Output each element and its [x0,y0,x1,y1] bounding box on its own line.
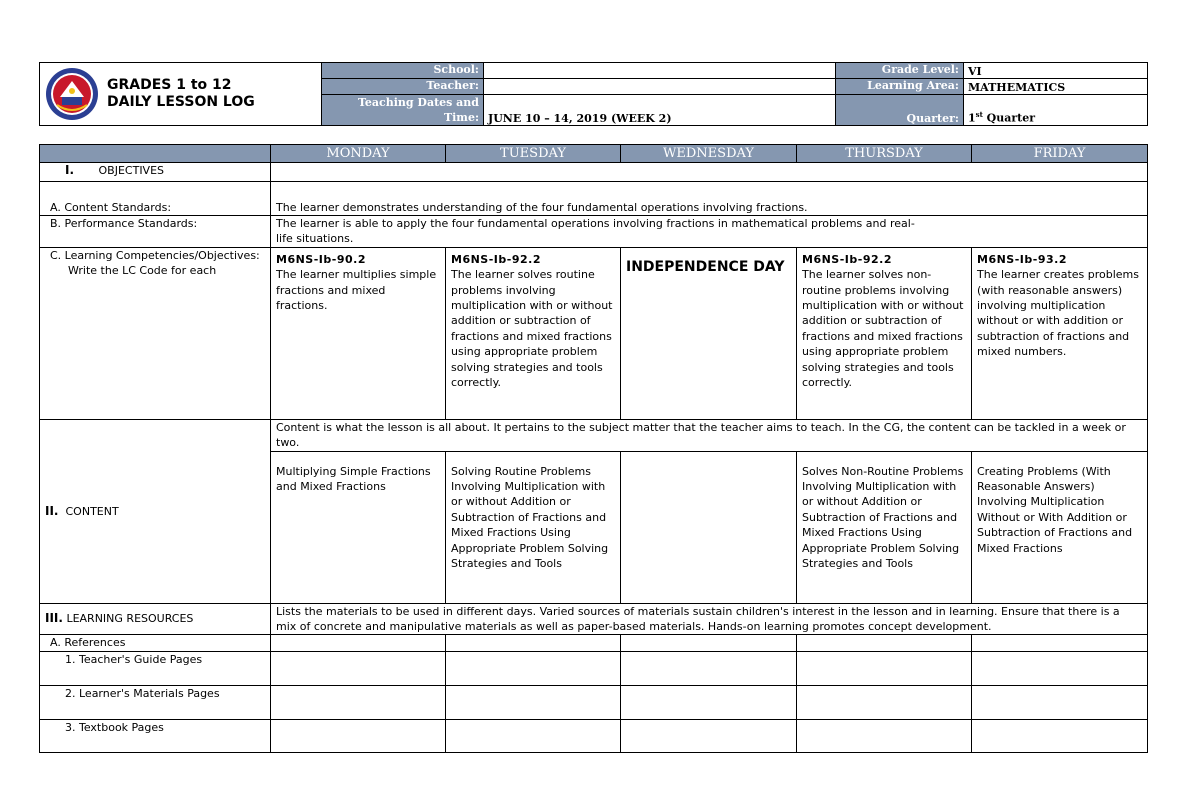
content-numeral: II. [45,503,59,518]
quarter-suffix: st [975,110,983,120]
resources-description: Lists the materials to be used in different days. Varied sources of materials sustain children's interest in the lesson and in learning. Ensure that there is a mix of concrete and manipulative materials as well as paper-based materials. Hands-on learning promotes concept development. [271,603,1148,635]
teaching-dates-label-line2: Time: [443,111,479,124]
objectives-heading [40,163,271,182]
tb-tuesday [446,720,621,753]
thursday-content: Solves Non-Routine Problems Involving Multiplication with or without Addition or Subtraction of Fractions and Mixed Fractions Using Appropriate Problem Solving Strategies and Tools [797,451,972,603]
references-row [40,635,1148,652]
content-standards-row [40,182,1148,216]
tb-friday [972,720,1148,753]
quarter-value [964,95,1148,126]
references-tuesday [446,635,621,652]
day-monday: MONDAY [271,145,446,163]
learning-area-label: Learning Area: [836,79,964,95]
content-standards-label: A. Content Standards: [40,182,271,216]
friday-content: Creating Problems (With Reasonable Answers) Involving Multiplication Without or With Addition or Subtraction of Fractions and Mixed Fractions [972,451,1148,603]
grade-level-value: VI [964,63,1148,79]
tuesday-lc-code: M6NS-Ib-92.2 [451,252,541,266]
tg-tuesday [446,652,621,686]
resources-numeral: III. [45,611,63,626]
school-label: School: [322,63,484,79]
day-tuesday: TUESDAY [446,145,621,163]
thursday-lc-code: M6NS-Ib-92.2 [802,252,892,266]
lm-tuesday [446,686,621,720]
lm-friday [972,686,1148,720]
tg-thursday [797,652,972,686]
monday-competency-text: The learner multiplies simple fractions and mixed fractions. [276,268,437,313]
references-friday [972,635,1148,652]
resources-heading [40,603,271,635]
teacher-label: Teacher: [322,79,484,95]
tuesday-content: Solving Routine Problems Involving Multiplication with or without Addition or Subtraction of Fractions and Mixed Fractions Using Appropriate Problem Solving Strategies and Tools [446,451,621,603]
tg-wednesday [621,652,797,686]
wednesday-competency [621,247,797,419]
teaching-dates-label-line1: Teaching Dates and [357,96,479,109]
day-header-blank [40,145,271,163]
title-line-1: GRADES 1 to 12 [107,77,232,93]
day-wednesday: WEDNESDAY [621,145,797,163]
header-table [39,62,1148,126]
competencies-sublabel: Write the LC Code for each [68,264,217,278]
references-monday [271,635,446,652]
lm-monday [271,686,446,720]
objectives-heading-blank [271,163,1148,182]
title-line-2: DAILY LESSON LOG [107,94,255,110]
content-description-row [40,419,1148,451]
competencies-label-cell [40,247,271,419]
references-thursday [797,635,972,652]
day-header-row [40,145,1148,163]
performance-standards-text-body: The learner is able to apply the four fundamental operations involving fractions in mathematical problems and real-life situations. [276,217,915,246]
monday-lc-code: M6NS-Ib-90.2 [276,252,366,266]
competencies-row [40,247,1148,419]
teaching-dates-label [322,95,484,126]
day-friday: FRIDAY [972,145,1148,163]
performance-standards-row [40,216,1148,248]
quarter-word: Quarter [982,112,1036,125]
independence-day-text: INDEPENDENCE DAY [626,258,785,275]
tuesday-competency-text: The learner solves routine problems involving multiplication with or without addition or subtraction of fractions and mixed fractions using appropriate problem solving strategies and tools correctly. [451,268,613,390]
learners-materials-label: 2. Learner's Materials Pages [40,686,271,720]
objectives-heading-row [40,163,1148,182]
resources-row [40,603,1148,635]
learning-area-value: MATHEMATICS [964,79,1148,95]
textbook-label: 3. Textbook Pages [40,720,271,753]
teacher-value [484,79,836,95]
content-description: Content is what the lesson is all about. It pertains to the subject matter that the teacher aims to teach. In the CG, the content can be tackled in a week or two. [271,419,1148,451]
friday-competency [972,247,1148,419]
deped-seal-icon [45,67,99,121]
tg-friday [972,652,1148,686]
wednesday-content [621,451,797,603]
teachers-guide-row [40,652,1148,686]
content-heading [40,419,271,603]
textbook-row [40,720,1148,753]
lm-thursday [797,686,972,720]
competencies-label: C. Learning Competencies/Objectives: [50,248,260,262]
tb-wednesday [621,720,797,753]
tb-thursday [797,720,972,753]
thursday-competency [797,247,972,419]
school-value [484,63,836,79]
monday-competency [271,247,446,419]
friday-competency-text: The learner creates problems (with reasonable answers) involving multiplication without or with addition or subtraction of fractions and mixed numbers. [977,268,1139,359]
teaching-dates-value: JUNE 10 – 14, 2019 (WEEK 2) [484,95,836,126]
monday-content: Multiplying Simple Fractions and Mixed Fractions [271,451,446,603]
content-label: CONTENT [65,504,119,518]
tg-monday [271,652,446,686]
thursday-competency-text: The learner solves non-routine problems involving multiplication with or without addition or subtraction of fractions and mixed fractions using appropriate problem solving strategies and tools correctly. [802,268,964,390]
lm-wednesday [621,686,797,720]
resources-label: LEARNING RESOURCES [66,612,194,626]
learners-materials-row [40,686,1148,720]
teachers-guide-label: 1. Teacher's Guide Pages [40,652,271,686]
content-standards-text: The learner demonstrates understanding of the four fundamental operations involving fractions. [271,182,1148,216]
lesson-log-table [39,144,1148,753]
quarter-label: Quarter: [836,95,964,126]
tb-monday [271,720,446,753]
objectives-numeral: I. [65,163,75,177]
grade-level-label: Grade Level: [836,63,964,79]
logo-title-cell [40,63,322,126]
friday-lc-code: M6NS-Ib-93.2 [977,252,1067,266]
day-thursday: THURSDAY [797,145,972,163]
references-label: A. References [40,635,271,652]
quarter-number: 1 [968,112,976,125]
tuesday-competency [446,247,621,419]
performance-standards-label: B. Performance Standards: [40,216,271,248]
performance-standards-text [271,216,1148,248]
objectives-label: OBJECTIVES [98,164,165,177]
references-wednesday [621,635,797,652]
